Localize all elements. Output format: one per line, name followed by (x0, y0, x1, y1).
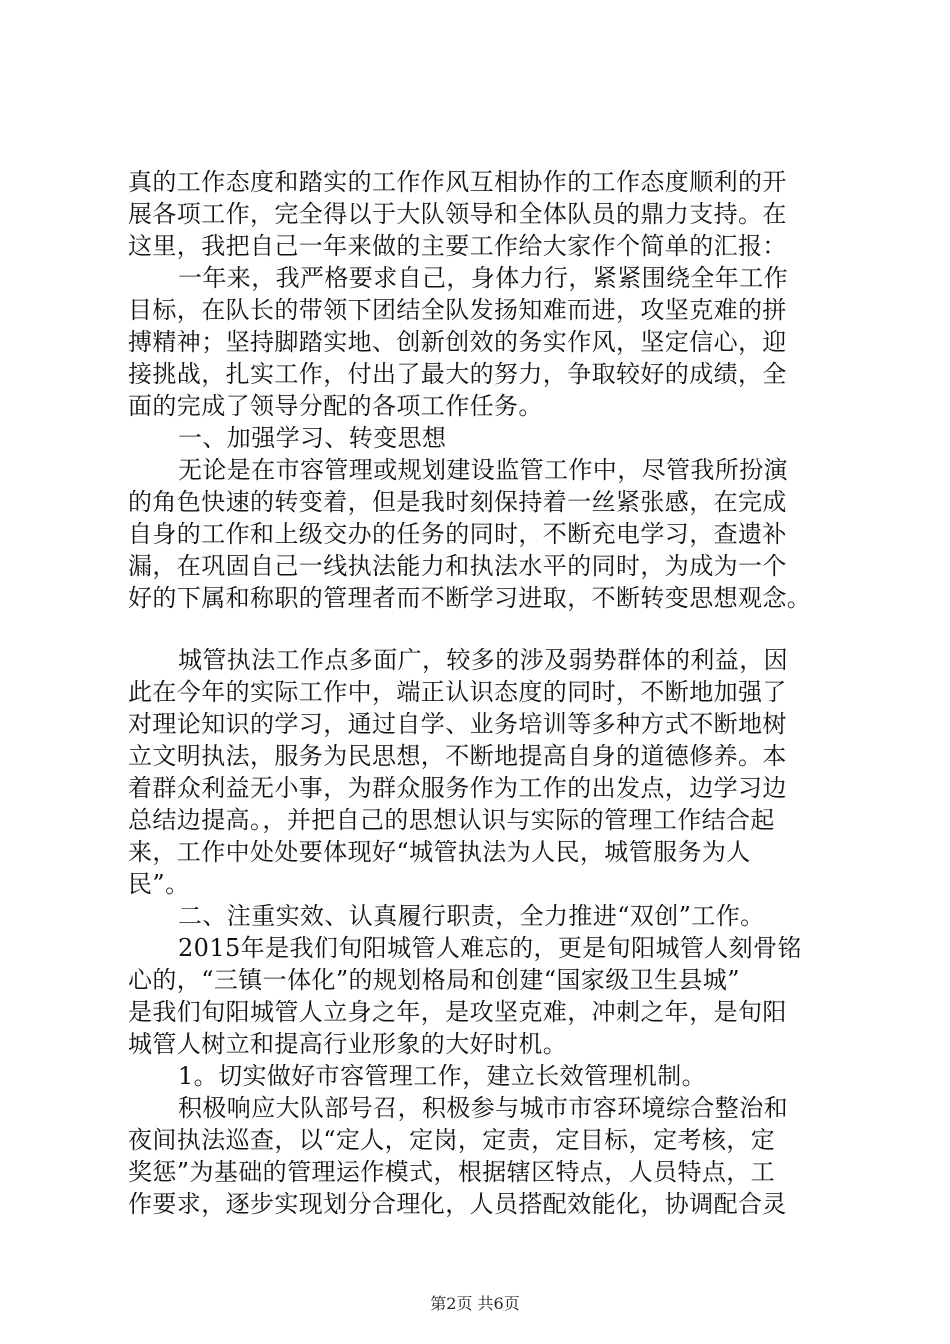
text-line: 城管人树立和提高行业形象的大好时机。 (128, 1030, 568, 1058)
text-line: 此在今年的实际工作中，端正认识态度的同时，不断地加强了 (128, 678, 787, 706)
text-line: 好的下属和称职的管理者而不断学习进取，不断转变思想观念。 (128, 584, 812, 612)
text-line: 着群众利益无小事，为群众服务作为工作的出发点，边学习边 (128, 774, 787, 802)
text-line: 搏精神；坚持脚踏实地、创新创效的务实作风，坚定信心，迎 (128, 328, 787, 356)
text-line: 接挑战，扎实工作，付出了最大的努力，争取较好的成绩，全 (128, 360, 787, 388)
paragraph-start-line: 积极响应大队部号召，积极参与城市市容环境综合整治和 (178, 1094, 788, 1122)
text-line: 夜间执法巡查，以“定人，定岗，定责，定目标，定考核，定 (128, 1126, 776, 1154)
text-line: 漏，在巩固自己一线执法能力和执法水平的同时，为成为一个 (128, 552, 787, 580)
text-line: 目标，在队长的带领下团结全队发扬知难而进，攻坚克难的拼 (128, 296, 787, 324)
text-line: 心的，“三镇一体化”的规划格局和创建“国家级卫生县城” (128, 966, 740, 994)
text-line: 的角色快速的转变着，但是我时刻保持着一丝紧张感，在完成 (128, 488, 787, 516)
text-line: 是我们旬阳城管人立身之年，是攻坚克难，冲刺之年，是旬阳 (128, 998, 787, 1026)
text-line: 民”。 (128, 870, 190, 898)
subsection-heading: 1。切实做好市容管理工作，建立长效管理机制。 (178, 1062, 707, 1090)
document-body (128, 166, 868, 1220)
section-heading: 一、加强学习、转变思想 (178, 424, 447, 452)
page-number-footer: 第2页 共6页 (430, 1294, 520, 1313)
paragraph-start-line: 城管执法工作点多面广，较多的涉及弱势群体的利益，因 (178, 646, 788, 674)
text-line: 立文明执法，服务为民思想，不断地提高自身的道德修养。本 (128, 742, 787, 770)
paragraph-start-line: 2015年是我们旬阳城管人难忘的，更是旬阳城管人刻骨铭 (178, 934, 802, 962)
text-line: 总结边提高。，并把自己的思想认识与实际的管理工作结合起 (128, 806, 775, 834)
text-line: 面的完成了领导分配的各项工作任务。 (128, 392, 543, 420)
paragraph-start-line: 无论是在市容管理或规划建设监管工作中，尽管我所扮演 (178, 456, 788, 484)
text-line: 对理论知识的学习，通过自学、业务培训等多种方式不断地树 (128, 710, 787, 738)
text-line: 真的工作态度和踏实的工作作风互相协作的工作态度顺利的开 (128, 168, 787, 196)
text-line: 来，工作中处处要体现好“城管执法为人民，城管服务为人 (128, 838, 751, 866)
text-line: 自身的工作和上级交办的任务的同时，不断充电学习，查遗补 (128, 520, 787, 548)
paragraph-gap (128, 614, 868, 644)
text-line: 展各项工作，完全得以于大队领导和全体队员的鼎力支持。在 (128, 200, 787, 228)
text-line: 这里，我把自己一年来做的主要工作给大家作个简单的汇报： (128, 232, 787, 260)
section-heading: 二、注重实效、认真履行职责，全力推进“双创”工作。 (178, 902, 765, 930)
text-line: 奖惩”为基础的管理运作模式，根据辖区特点，人员特点，工 (128, 1158, 776, 1186)
text-line: 作要求，逐步实现划分合理化，人员搭配效能化，协调配合灵 (128, 1190, 787, 1218)
paragraph-start-line: 一年来，我严格要求自己，身体力行，紧紧围绕全年工作 (178, 264, 788, 292)
